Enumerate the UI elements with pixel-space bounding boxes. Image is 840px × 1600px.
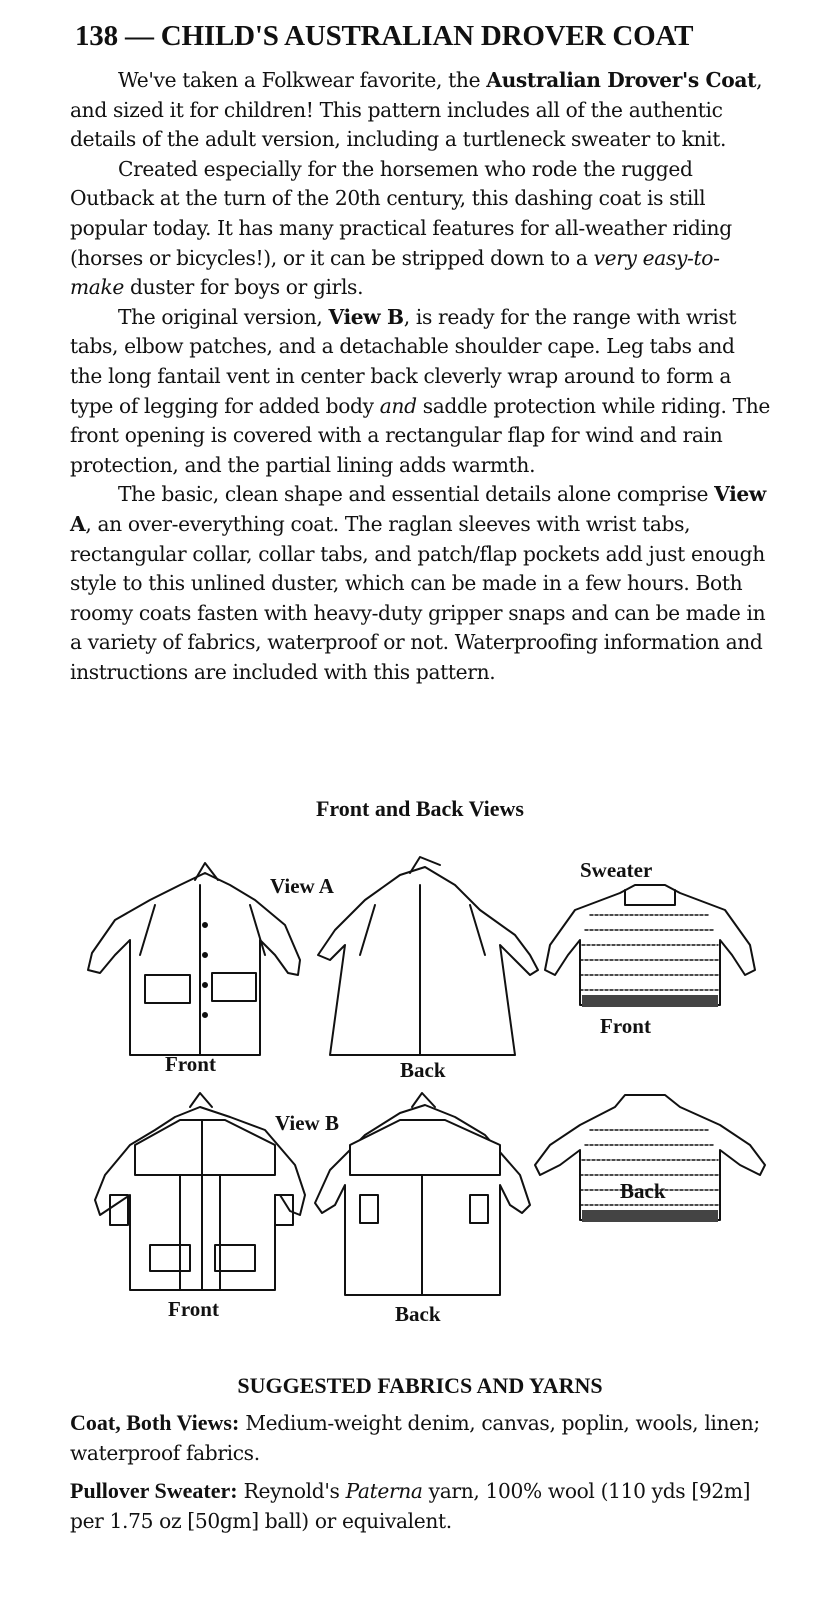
fabrics-section <box>70 1408 770 1544</box>
label-view-b-back: Back <box>395 1302 441 1326</box>
description <box>70 66 770 687</box>
view-a-front-drawing <box>88 863 300 1055</box>
paragraph-history: Created especially for the horsemen who rode the rugged Outback at the turn of the 20th century, this dashing coat is still popular today. It has many practical features for all-weather riding (horses or bicycles!), or it can be stripped down to a very easy-to-make duster for boys or girls. <box>70 156 732 300</box>
views-heading: Front and Back Views <box>315 796 524 821</box>
label-view-b-front: Front <box>168 1297 219 1321</box>
label-sweater-front: Front <box>600 1014 651 1038</box>
paragraph-intro: We've taken a Folkwear favorite, the Australian Drover's Coat, and sized it for children! This pattern includes all of the authentic details of the adult version, including a turtleneck sweater to knit. <box>70 68 763 152</box>
paragraph-view-b: The original version, View B, is ready for the range with wrist tabs, elbow patches, and a detachable shoulder cape. Leg tabs and the long fantail vent in center back cleverly wrap around to form a type of legging for added body and saddle protection while riding. The front opening is covered with a rectangular flap for wind and rain protection, and the partial lining adds warmth. <box>70 304 770 477</box>
page-title: 138 — CHILD'S AUSTRALIAN DROVER COAT <box>75 20 694 52</box>
sweater-yarn: Pullover Sweater: Reynold's Paterna yarn, 100% wool (110 yds [92m] per 1.75 oz [50gm] ball) or equivalent. <box>70 1478 751 1533</box>
coat-name: Australian Drover's Coat <box>486 68 757 92</box>
label-view-b: View B <box>275 1111 339 1135</box>
view-a-back-drawing <box>318 857 538 1055</box>
label-sweater: Sweater <box>580 858 653 882</box>
paragraph-view-a: The basic, clean shape and essential details alone comprise View A, an over-everything coat. The raglan sleeves with wrist tabs, rectangular collar, collar tabs, and patch/flap pockets add just enough style to this unlined duster, which can be made in a few hours. Both roomy coats fasten with heavy-duty gripper snaps and can be made in a variety of fabrics, waterproof or not. Waterproofing information and instructions are included with this pattern. <box>70 482 766 684</box>
view-b-back-drawing <box>315 1093 530 1295</box>
coat-illustrations <box>60 845 780 1335</box>
view-b-front-drawing <box>95 1093 305 1290</box>
label-sweater-back: Back <box>620 1179 666 1203</box>
sweater-front-drawing <box>545 885 755 1007</box>
label-view-a-front: Front <box>165 1052 216 1076</box>
fabrics-heading: SUGGESTED FABRICS AND YARNS <box>237 1373 603 1398</box>
label-view-a-back: Back <box>400 1058 446 1082</box>
label-view-a: View A <box>270 874 334 898</box>
coat-fabrics: Coat, Both Views: Medium-weight denim, canvas, poplin, wools, linen; waterproof fabrics. <box>70 1410 760 1465</box>
